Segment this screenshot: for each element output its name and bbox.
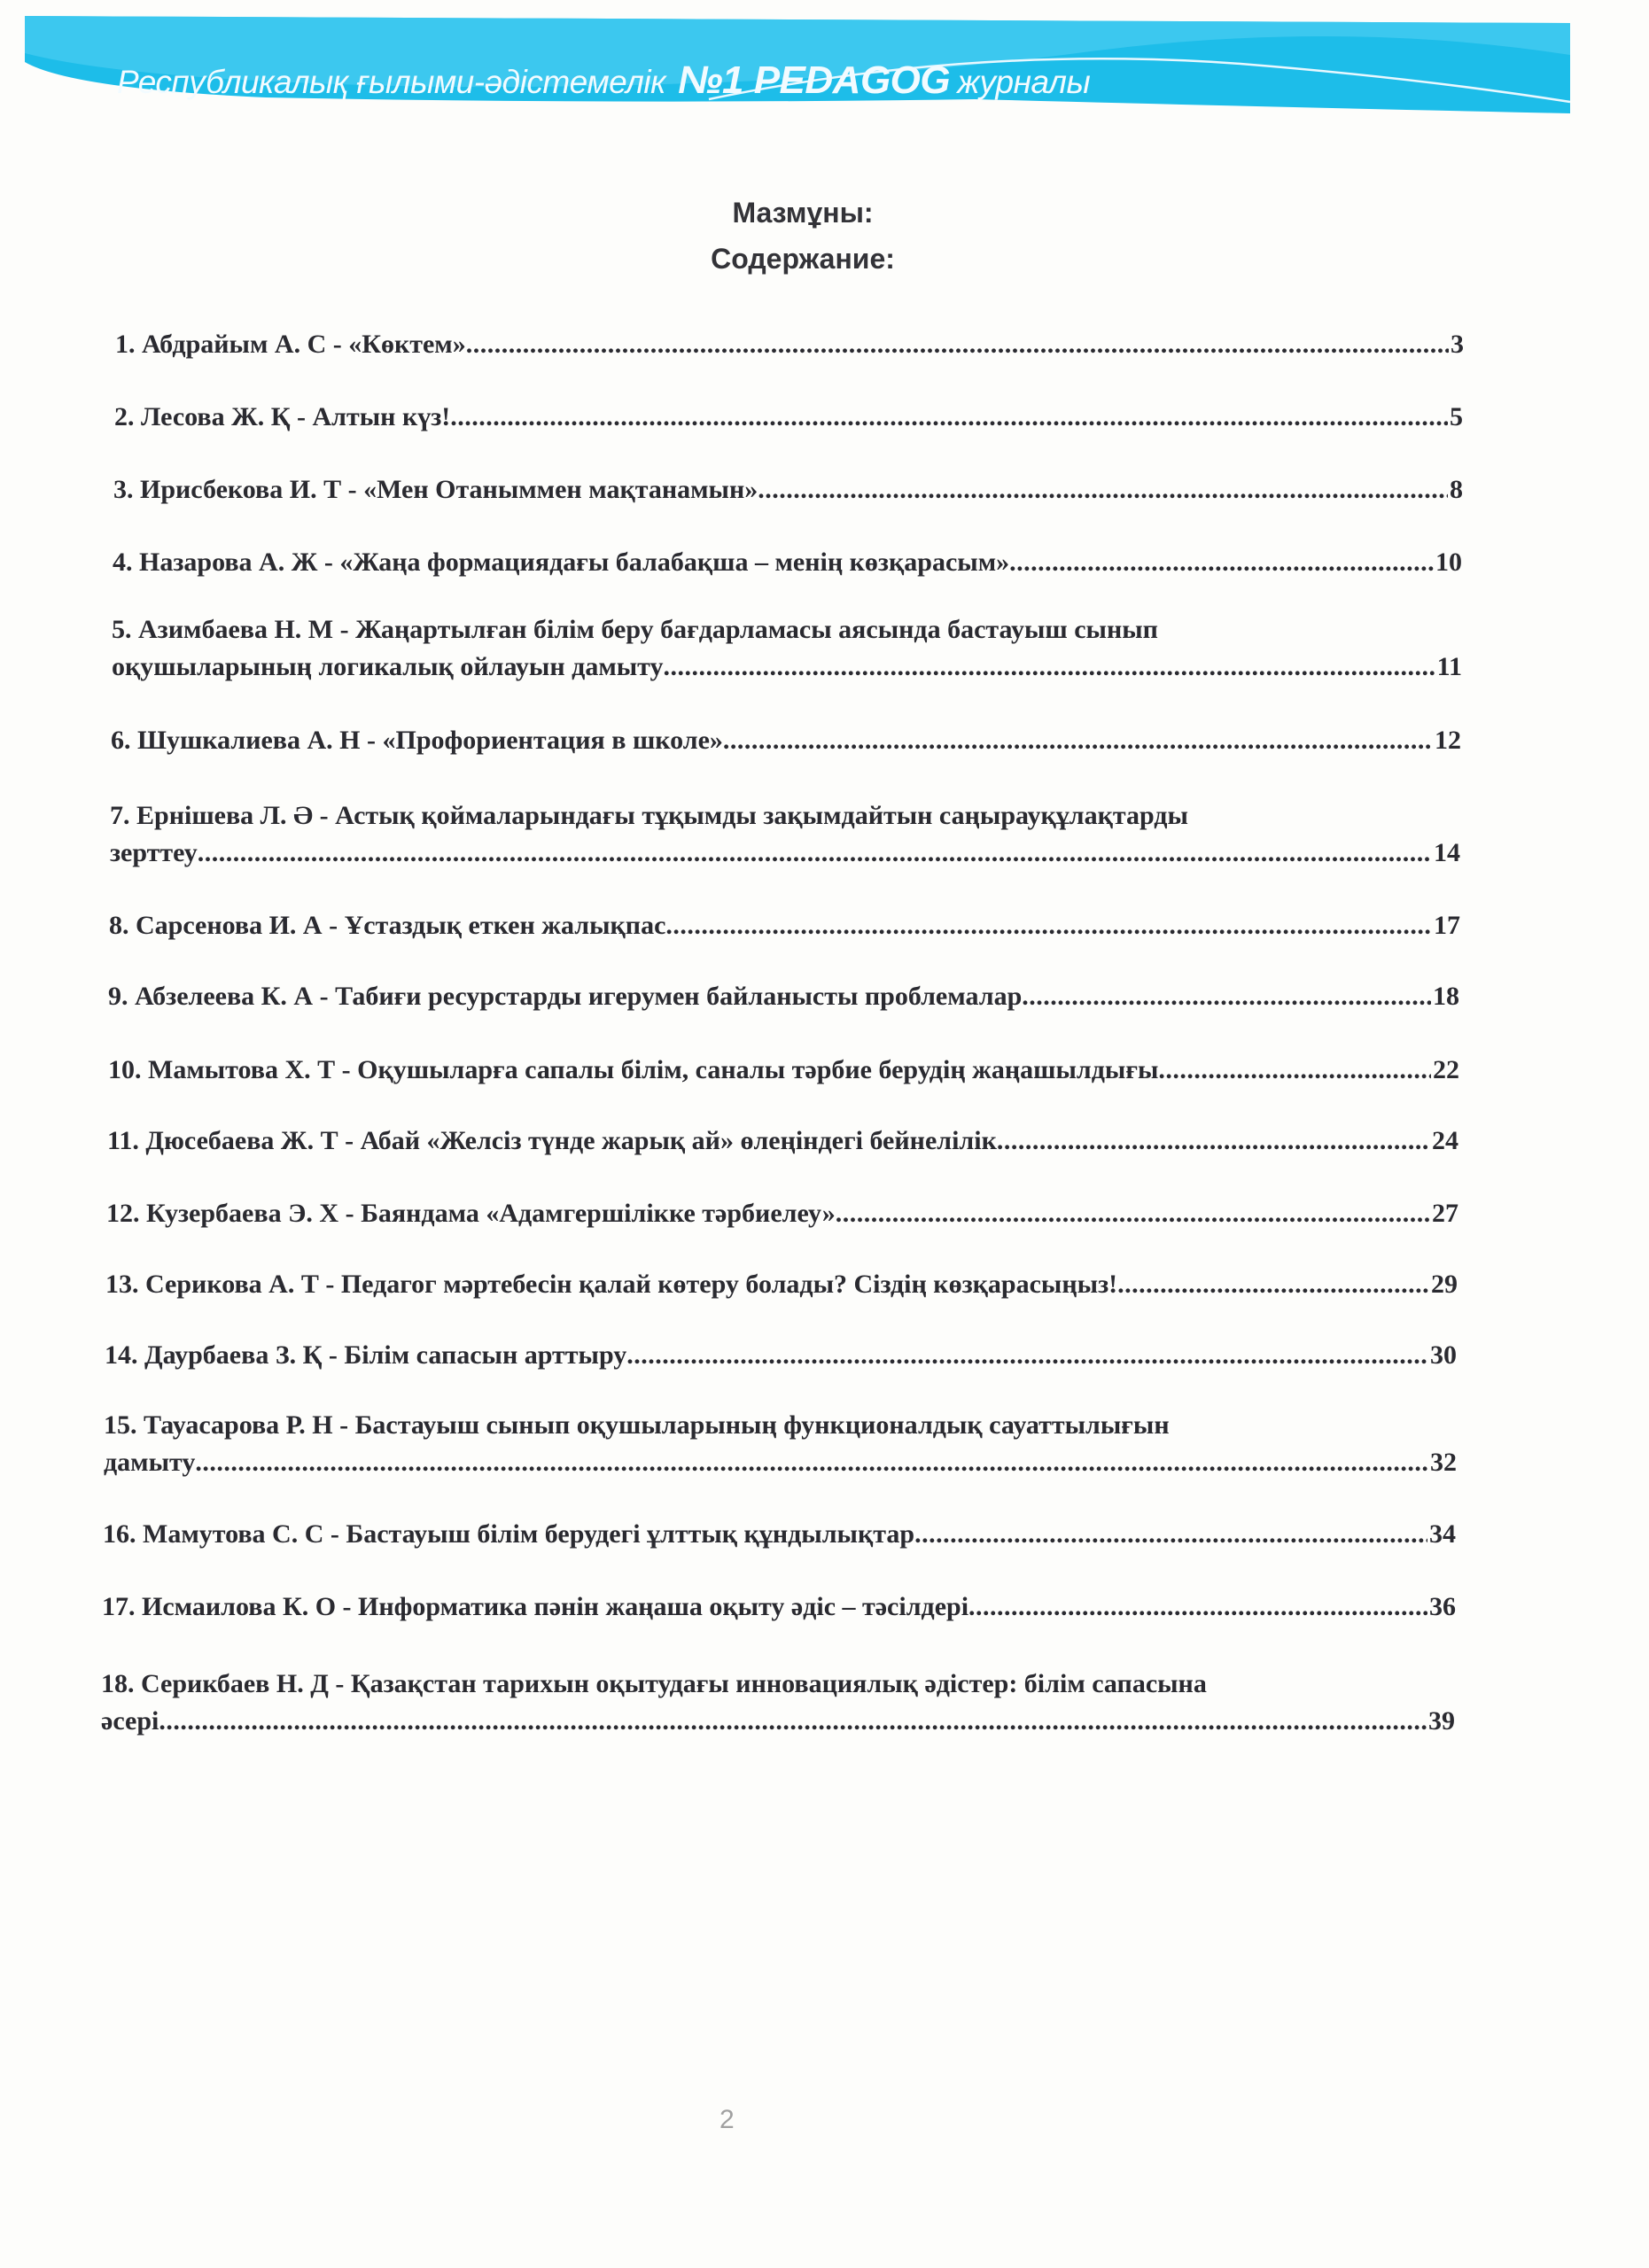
journal-brand: №1 PEDAGOG <box>678 58 951 102</box>
toc-entry-title: 12. Кузербаева Э. Х - Баяндама «Адамгершілікке тәрбиелеу» <box>106 1199 836 1228</box>
toc-entry[interactable] <box>105 1266 1458 1303</box>
toc-entry-title: 18. Серикбаев Н. Д - Қазақстан тарихын оқытудағы инновациялық әдістер: білім сапасына <box>101 1669 1207 1698</box>
toc-entry-page: 27 <box>1432 1199 1458 1228</box>
toc-entry[interactable] <box>106 1195 1458 1232</box>
contents-heading-kazakh: Мазмұны: <box>732 197 874 229</box>
toc-entry-page: 14 <box>1434 838 1460 867</box>
toc-entry-title: 6. Шушкалиева А. Н - «Профориентация в школе» <box>111 726 723 755</box>
dot-leader <box>665 907 1432 944</box>
dot-leader <box>836 1195 1430 1232</box>
toc-entry-page: 22 <box>1433 1055 1459 1084</box>
toc-entry[interactable] <box>114 399 1463 436</box>
toc-entry[interactable] <box>115 326 1464 363</box>
toc-entry-line <box>101 1666 1455 1703</box>
toc-entry-line <box>113 471 1463 509</box>
toc-entry[interactable] <box>108 978 1459 1015</box>
toc-entry-title: 1. Абдрайым А. С - «Көктем» <box>115 330 466 359</box>
dot-leader <box>664 649 1435 686</box>
toc-entry-title: зерттеу <box>110 838 198 867</box>
toc-entry-title: 4. Назарова А. Ж - «Жаңа формациядағы балабақша – менің көзқарасым» <box>113 548 1010 577</box>
toc-entry-title: 14. Даурбаева З. Қ - Білім сапасын арттыру <box>105 1340 627 1370</box>
toc-entry-title: 10. Мамытова Х. Т - Оқушыларға сапалы білім, саналы тәрбие берудің жаңашылдығы <box>108 1055 1159 1084</box>
toc-entry-page: 11 <box>1436 652 1462 681</box>
toc-entry[interactable] <box>113 544 1462 581</box>
toc-entry-page: 29 <box>1431 1270 1458 1299</box>
toc-entry-title: 15. Тауасарова Р. Н - Бастауыш сынып оқушыларының функционалдық сауаттылығын <box>104 1410 1170 1440</box>
toc-entry-line <box>105 1266 1458 1303</box>
toc-entry[interactable] <box>108 1052 1459 1089</box>
toc-entry-page: 24 <box>1432 1126 1458 1155</box>
toc-entry-line <box>106 1195 1458 1232</box>
toc-entry[interactable] <box>101 1666 1455 1740</box>
journal-title <box>117 58 1090 103</box>
toc-entry[interactable] <box>104 1407 1457 1481</box>
toc-entry-title: 5. Азимбаева Н. М - Жаңартылған білім беру бағдарламасы аясында бастауыш сынып <box>112 615 1158 644</box>
toc-entry-page: 34 <box>1429 1519 1456 1549</box>
page-number: 2 <box>719 2105 735 2134</box>
toc-entry[interactable] <box>107 1122 1458 1160</box>
toc-entry-title: 11. Дюсебаева Ж. Т - Абай «Желсіз түнде жарық ай» өлеңіндегі бейнелілік <box>107 1126 997 1155</box>
toc-entry-page: 36 <box>1429 1592 1456 1621</box>
dot-leader <box>198 835 1432 872</box>
dot-leader <box>159 1703 1427 1740</box>
journal-title-prefix: Республикалық ғылыми-әдістемелік <box>117 64 666 100</box>
toc-entry-page: 18 <box>1433 982 1459 1011</box>
toc-entry-title: 17. Исмаилова К. О - Информатика пәнін жаңаша оқыту әдіс – тәсілдері <box>102 1592 969 1621</box>
toc-entry-page: 39 <box>1428 1706 1455 1736</box>
toc-entry[interactable] <box>110 797 1460 872</box>
journal-title-suffix: журналы <box>957 64 1091 100</box>
toc-entry-line <box>105 1337 1457 1374</box>
toc-entry-line <box>114 399 1463 436</box>
toc-entry-title: дамыту <box>104 1448 196 1477</box>
toc-entry-line <box>113 544 1462 581</box>
toc-entry-title: 2. Лесова Ж. Қ - Алтын күз! <box>114 402 451 431</box>
toc-entry-line <box>110 835 1460 872</box>
toc-entry-line <box>101 1703 1455 1740</box>
toc-entry-title: әсері <box>101 1706 159 1736</box>
toc-entry-line <box>102 1588 1456 1626</box>
dot-leader <box>1158 1052 1431 1089</box>
dot-leader <box>195 1444 1428 1481</box>
dot-leader <box>723 722 1433 759</box>
toc-entry-line <box>108 978 1459 1015</box>
toc-entry-line <box>112 611 1462 649</box>
toc-entry[interactable] <box>112 611 1462 686</box>
dot-leader <box>997 1122 1430 1160</box>
toc-entry-page: 32 <box>1430 1448 1457 1477</box>
dot-leader <box>1117 1266 1429 1303</box>
dot-leader <box>914 1516 1427 1553</box>
toc-entry-title: 3. Ирисбекова И. Т - «Мен Отаныммен мақтанамын» <box>113 475 758 504</box>
toc-entry[interactable] <box>109 907 1460 944</box>
toc-entry-page: 10 <box>1435 548 1462 577</box>
toc-entry-page: 17 <box>1434 911 1460 940</box>
toc-entry-line <box>110 797 1460 835</box>
toc-entry-title: 9. Абзелеева К. А - Табиғи ресурстарды игерумен байланысты проблемалар <box>108 982 1023 1011</box>
dot-leader <box>1009 544 1434 581</box>
toc-entry-page: 12 <box>1435 726 1461 755</box>
toc-entry-page: 30 <box>1430 1340 1457 1370</box>
toc-entry-line <box>103 1516 1456 1553</box>
toc-entry[interactable] <box>103 1516 1456 1553</box>
dot-leader <box>758 471 1448 509</box>
toc-entry-title: оқушыларының логикалық ойлауын дамыту <box>112 652 664 681</box>
toc-entry-page: 5 <box>1450 402 1463 431</box>
dot-leader <box>1022 978 1431 1015</box>
toc-entry-line <box>111 722 1461 759</box>
toc-entry-line <box>109 907 1460 944</box>
toc-entry-line <box>107 1122 1458 1160</box>
dot-leader <box>466 326 1449 363</box>
dot-leader <box>968 1588 1427 1626</box>
toc-entry-title: 13. Серикова А. Т - Педагог мәртебесін қалай көтеру болады? Сіздің көзқарасыңыз! <box>105 1270 1118 1299</box>
toc-entry-line <box>108 1052 1459 1089</box>
contents-heading-russian: Содержание: <box>711 243 895 275</box>
toc-entry[interactable] <box>105 1337 1457 1374</box>
toc-entry[interactable] <box>111 722 1461 759</box>
dot-leader <box>450 399 1448 436</box>
toc-entry-page: 8 <box>1450 475 1463 504</box>
toc-entry-title: 7. Ернішева Л. Ә - Астық қоймаларындағы тұқымды зақымдайтын саңырауқұлақтарды <box>110 801 1188 830</box>
toc-entry-page: 3 <box>1451 330 1464 359</box>
toc-entry-line <box>104 1444 1457 1481</box>
toc-entry-line <box>112 649 1462 686</box>
toc-entry-line <box>104 1407 1457 1444</box>
toc-entry[interactable] <box>113 471 1463 509</box>
toc-entry-title: 8. Сарсенова И. А - Ұстаздық еткен жалықпас <box>109 911 666 940</box>
toc-entry-line <box>115 326 1464 363</box>
dot-leader <box>626 1337 1428 1374</box>
toc-entry[interactable] <box>102 1588 1456 1626</box>
toc-entry-title: 16. Мамутова С. С - Бастауыш білім берудегі ұлттық құндылықтар <box>103 1519 915 1549</box>
